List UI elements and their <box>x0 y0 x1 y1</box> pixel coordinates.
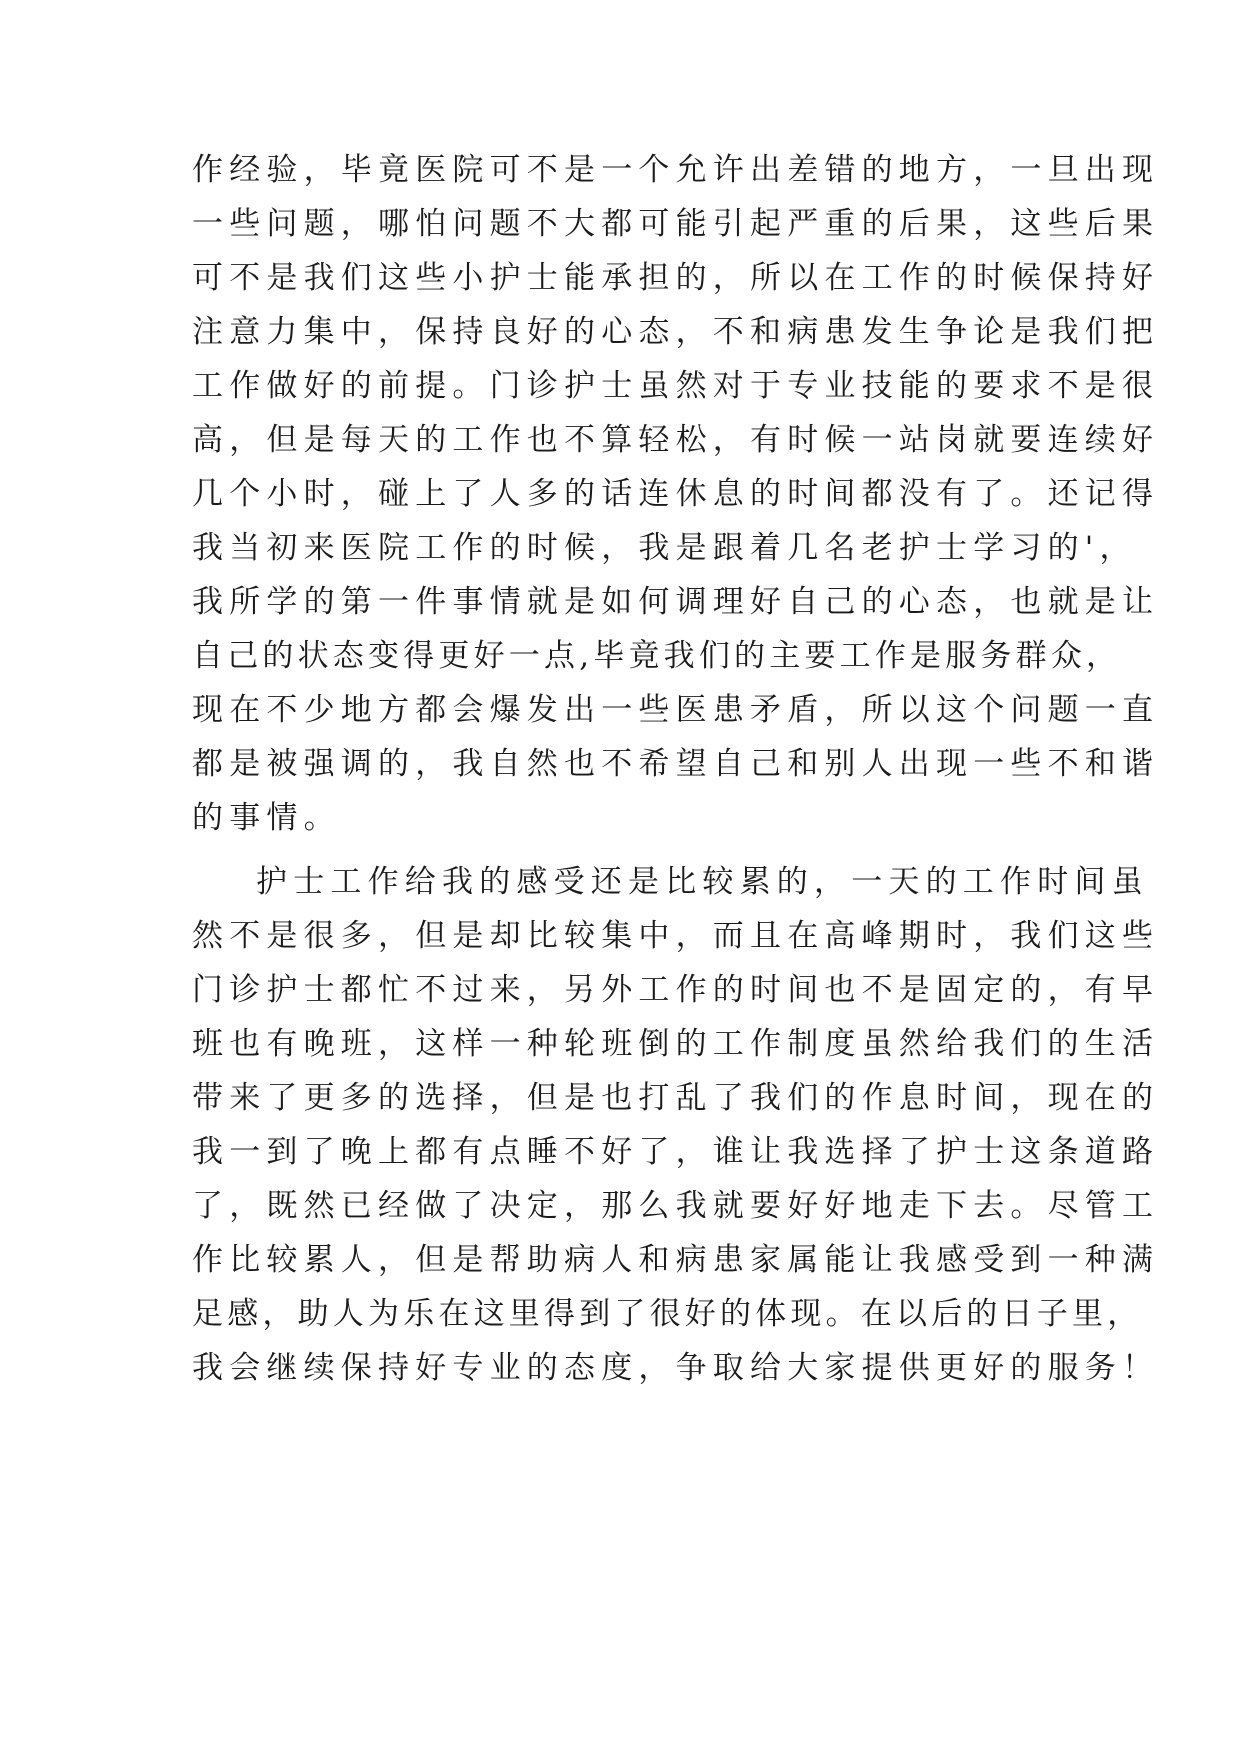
text-line: 一些问题，哪怕问题不大都可能引起严重的后果，这些后果 <box>192 206 1160 242</box>
text-line: 我所学的第一件事情就是如何调理好自己的心态，也就是让 <box>192 584 1160 620</box>
paragraph-first-line: 护士工作给我的感受还是比较累的，一天的工作时间虽 <box>256 864 1149 900</box>
text-line: 作比较累人，但是帮助病人和病患家属能让我感受到一种满 <box>192 1242 1160 1278</box>
text-line: 注意力集中，保持良好的心态，不和病患发生争论是我们把 <box>192 314 1160 350</box>
text-line: 工作做好的前提。门诊护士虽然对于专业技能的要求不是很 <box>192 368 1160 404</box>
text-line: 可不是我们这些小护士能承担的，所以在工作的时候保持好 <box>192 260 1160 296</box>
text-line: 都是被强调的，我自然也不希望自己和别人出现一些不和谐 <box>192 746 1160 782</box>
text-line: 我一到了晚上都有点睡不好了，谁让我选择了护士这条道路 <box>192 1134 1160 1170</box>
text-line: 高，但是每天的工作也不算轻松，有时候一站岗就要连续好 <box>192 422 1160 458</box>
text-line: 现在不少地方都会爆发出一些医患矛盾，所以这个问题一直 <box>192 692 1160 728</box>
text-line: 然不是很多，但是却比较集中，而且在高峰期时，我们这些 <box>192 918 1160 954</box>
text-line: 我会继续保持好专业的态度，争取给大家提供更好的服务！ <box>192 1350 1160 1386</box>
text-line: 带来了更多的选择，但是也打乱了我们的作息时间，现在的 <box>192 1080 1160 1116</box>
text-line: 班也有晚班，这样一种轮班倒的工作制度虽然给我们的生活 <box>192 1026 1160 1062</box>
text-line: 门诊护士都忙不过来，另外工作的时间也不是固定的，有早 <box>192 972 1160 1008</box>
text-line: 了，既然已经做了决定，那么我就要好好地走下去。尽管工 <box>192 1188 1160 1224</box>
text-line: 作经验，毕竟医院可不是一个允许出差错的地方，一旦出现 <box>192 152 1160 188</box>
text-line: 几个小时，碰上了人多的话连休息的时间都没有了。还记得 <box>192 476 1160 512</box>
text-line: 的事情。 <box>192 800 341 836</box>
text-line: 自己的状态变得更好一点,毕竟我们的主要工作是服务群众， <box>192 638 1122 674</box>
text-line: 足感，助人为乐在这里得到了很好的体现。在以后的日子里， <box>192 1296 1143 1332</box>
text-line: 我当初来医院工作的时候，我是跟着几名老护士学习的'， <box>192 530 1137 566</box>
